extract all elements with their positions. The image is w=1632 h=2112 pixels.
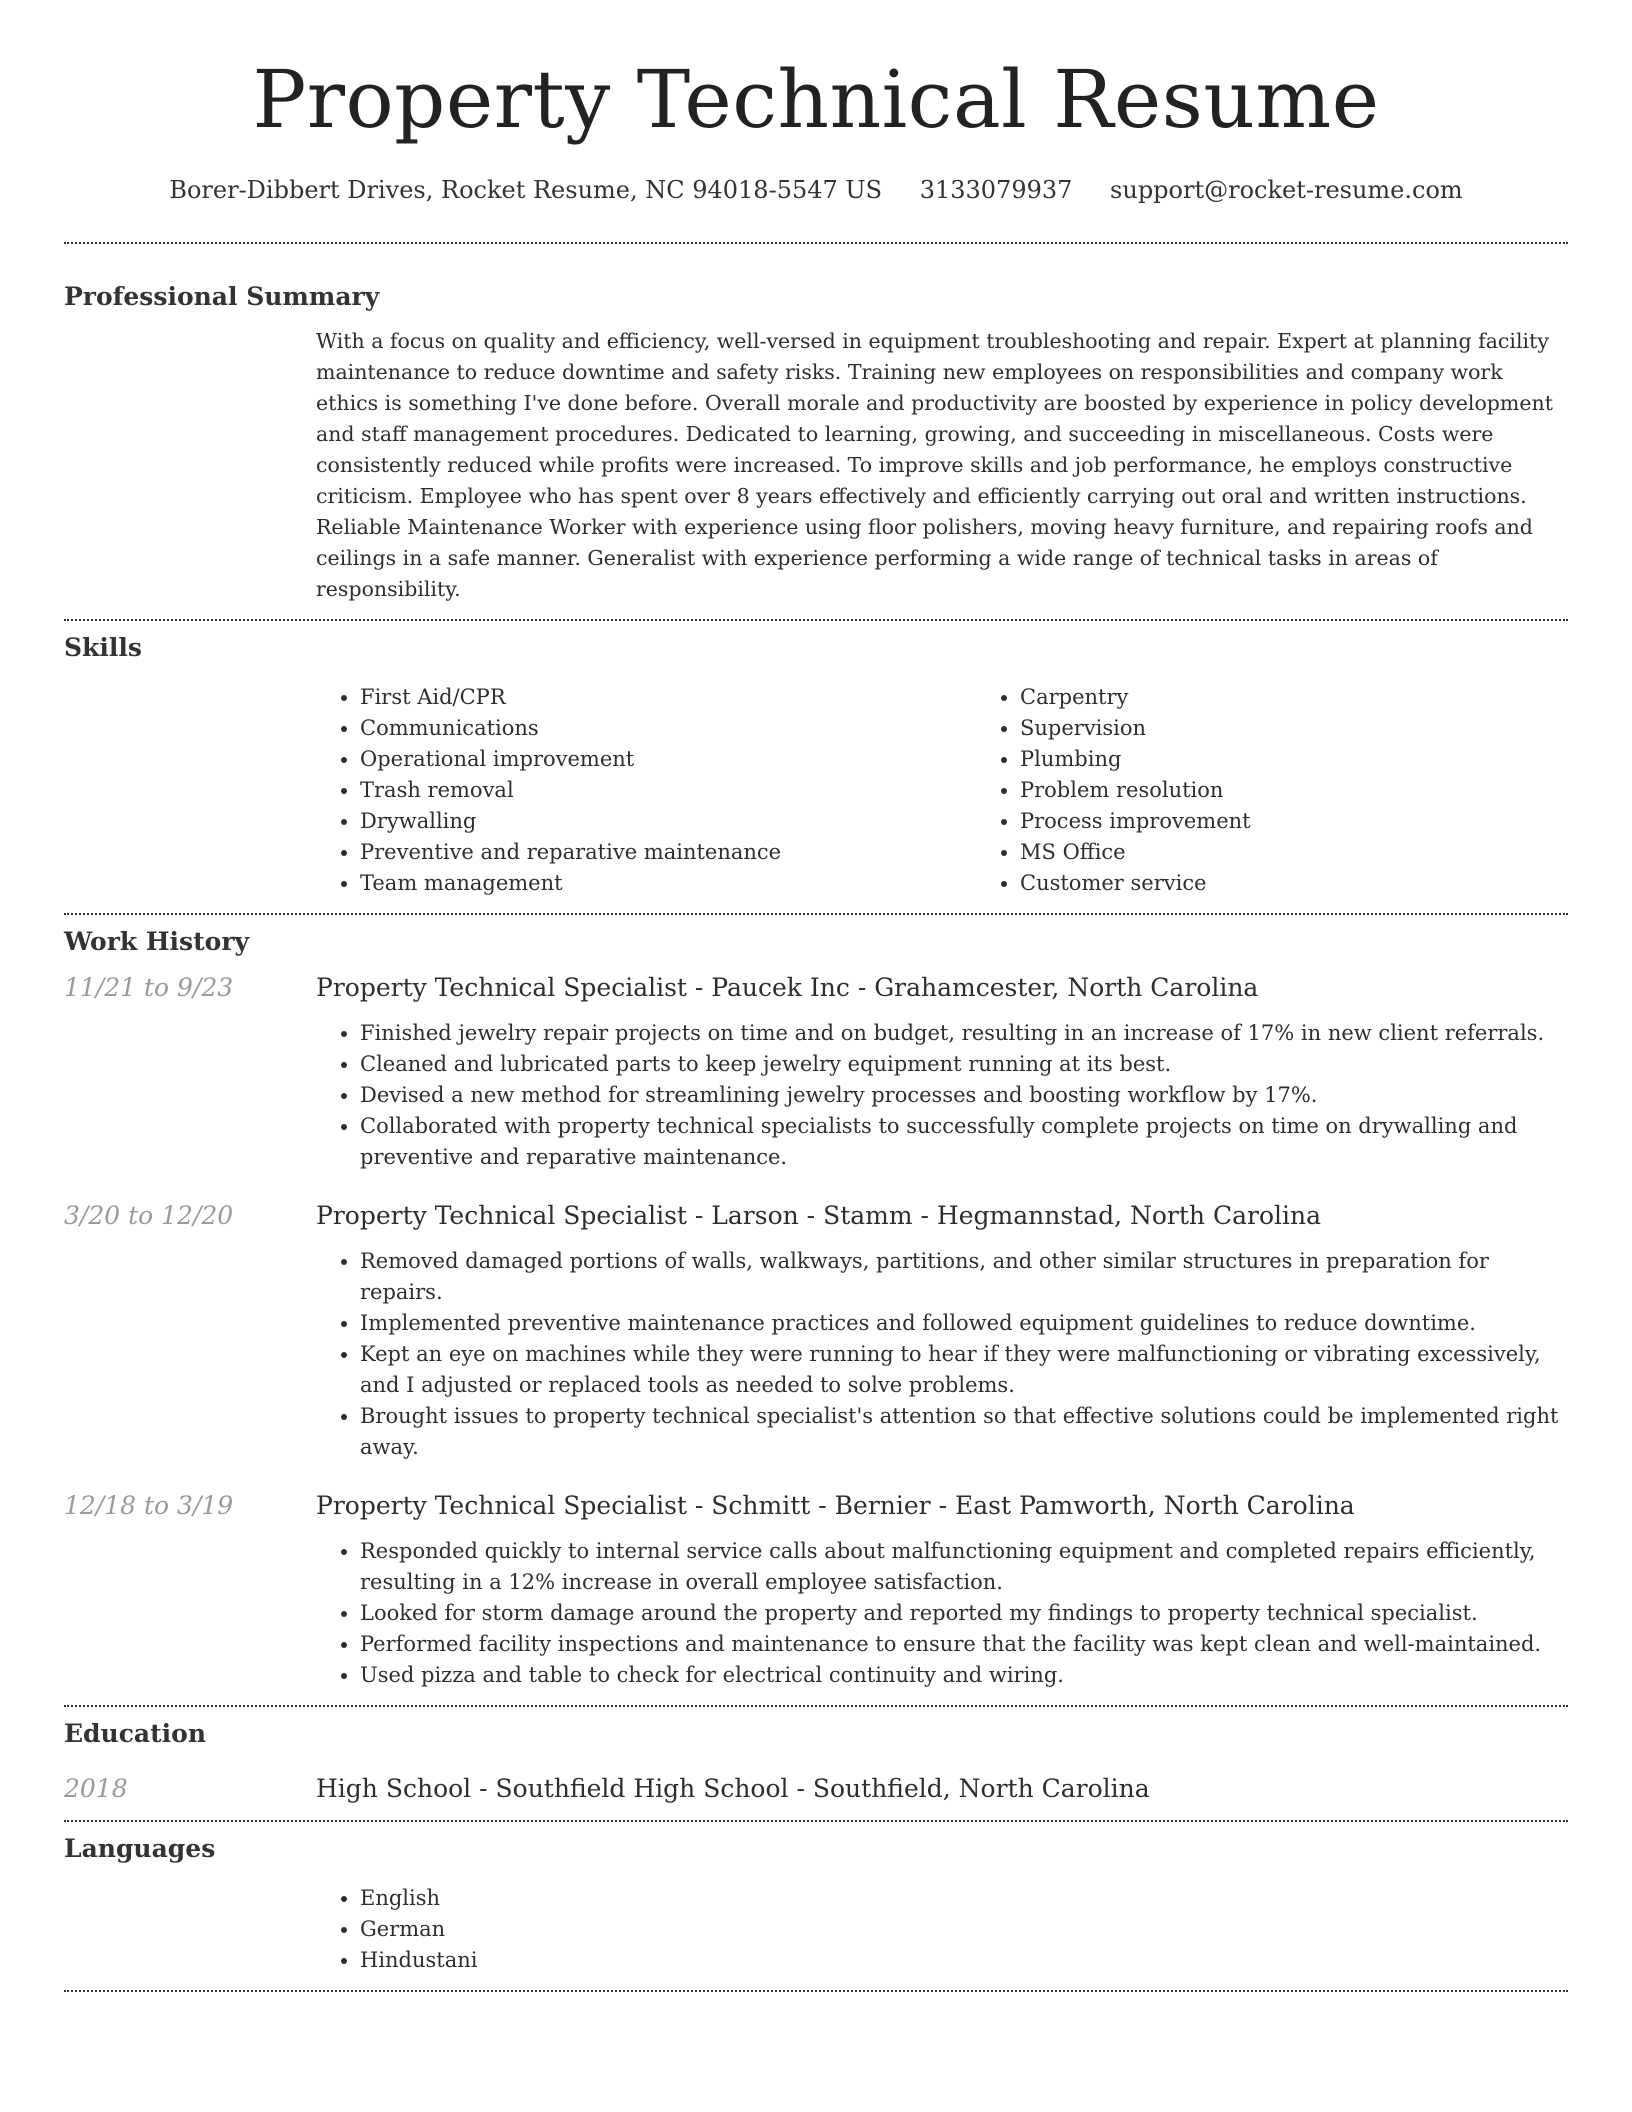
education-row	[64, 1772, 1568, 1806]
section-education	[64, 1707, 1568, 1820]
job-header	[64, 971, 1568, 1005]
education-year: 2018	[64, 1774, 128, 1803]
contact-line	[64, 174, 1568, 206]
skill-item: • Supervision	[1020, 713, 1632, 744]
job-bullet: • Implemented preventive maintenance practices and followed equipment guidelines to reduce downtime.	[360, 1308, 1568, 1339]
section-heading-work: Work History	[64, 927, 250, 956]
job-body	[64, 1018, 1568, 1173]
job-dates: 11/21 to 9/23	[64, 973, 234, 1002]
job-dates: 3/20 to 12/20	[64, 1201, 234, 1230]
job-left-spacer	[64, 1536, 316, 1691]
skill-item: • First Aid/CPR	[360, 682, 976, 713]
job-bullets-wrap	[316, 1018, 1568, 1173]
skill-item: • MS Office	[1020, 837, 1632, 868]
job-bullet: • Cleaned and lubricated parts to keep jewelry equipment running at its best.	[360, 1049, 1568, 1080]
contact-email: support@rocket-resume.com	[1110, 176, 1463, 204]
job-bullet: • Kept an eye on machines while they were running to hear if they were malfunctioning or vibrating excessively, and I adjusted or replaced tools as needed to solve problems.	[360, 1339, 1568, 1401]
summary-row	[64, 326, 1568, 605]
skills-left-spacer	[64, 682, 316, 899]
job-bullet: • Used pizza and table to check for electrical continuity and wiring.	[360, 1660, 1568, 1691]
job-entry	[64, 1489, 1568, 1691]
job-bullet: • Collaborated with property technical specialists to successfully complete projects on time on drywalling and preventive and reparative maintenance.	[360, 1111, 1568, 1173]
skill-item: • Trash removal	[360, 775, 976, 806]
job-title: Property Technical Specialist - Paucek Inc - Grahamcester, North Carolina	[316, 973, 1259, 1002]
job-bullet: • Responded quickly to internal service calls about malfunctioning equipment and completed repairs efficiently, resulting in a 12% increase in overall employee satisfaction.	[360, 1536, 1568, 1598]
section-skills	[64, 621, 1568, 913]
skills-list-right	[976, 682, 1632, 899]
job-title: Property Technical Specialist - Larson - Stamm - Hegmannstad, North Carolina	[316, 1201, 1322, 1230]
summary-body	[316, 326, 1568, 605]
job-bullets	[316, 1246, 1568, 1463]
skills-list-left	[316, 682, 976, 899]
skill-item: • Operational improvement	[360, 744, 976, 775]
skill-item: • Problem resolution	[1020, 775, 1632, 806]
job-bullet: • Devised a new method for streamlining jewelry processes and boosting workflow by 17%.	[360, 1080, 1568, 1111]
skill-item: • Team management	[360, 868, 976, 899]
skill-item: • Drywalling	[360, 806, 976, 837]
skill-item: • Carpentry	[1020, 682, 1632, 713]
job-bullet: • Removed damaged portions of walls, walkways, partitions, and other similar structures in preparation for repairs.	[360, 1246, 1568, 1308]
section-work-history	[64, 915, 1568, 1705]
job-entry	[64, 971, 1568, 1173]
section-heading-summary: Professional Summary	[64, 282, 380, 311]
skill-item: • Customer service	[1020, 868, 1632, 899]
job-bullets-wrap	[316, 1536, 1568, 1691]
job-dates: 12/18 to 3/19	[64, 1491, 234, 1520]
language-item: • Hindustani	[360, 1945, 1568, 1976]
job-bullet: • Finished jewelry repair projects on time and on budget, resulting in an increase of 17% in new client referrals.	[360, 1018, 1568, 1049]
skills-grid	[316, 682, 1632, 899]
education-title: High School - Southfield High School - Southfield, North Carolina	[316, 1774, 1150, 1803]
skills-row	[64, 682, 1568, 899]
language-item: • German	[360, 1914, 1568, 1945]
divider	[64, 1990, 1568, 1992]
job-bullets-wrap	[316, 1246, 1568, 1463]
section-professional-summary	[64, 244, 1568, 619]
job-bullet: • Performed facility inspections and maintenance to ensure that the facility was kept clean and well-maintained.	[360, 1629, 1568, 1660]
page-title: Property Technical Resume	[252, 53, 1380, 146]
job-left-spacer	[64, 1246, 316, 1463]
languages-body	[316, 1883, 1568, 1976]
section-heading-languages: Languages	[64, 1834, 216, 1863]
section-languages	[64, 1822, 1568, 1990]
job-body	[64, 1536, 1568, 1691]
skill-item: • Preventive and reparative maintenance	[360, 837, 976, 868]
skill-item: • Process improvement	[1020, 806, 1632, 837]
job-bullet: • Looked for storm damage around the property and reported my findings to property technical specialist.	[360, 1598, 1568, 1629]
summary-left-spacer	[64, 326, 316, 605]
job-left-spacer	[64, 1018, 316, 1173]
job-bullets	[316, 1536, 1568, 1691]
job-title: Property Technical Specialist - Schmitt - Bernier - East Pamworth, North Carolina	[316, 1491, 1355, 1520]
contact-phone: 3133079937	[919, 176, 1073, 204]
job-header	[64, 1489, 1568, 1523]
section-heading-skills: Skills	[64, 633, 142, 662]
section-heading-education: Education	[64, 1719, 207, 1748]
job-bullet: • Brought issues to property technical specialist's attention so that effective solutions could be implemented right away.	[360, 1401, 1568, 1463]
contact-address: Borer-Dibbert Drives, Rocket Resume, NC 94018-5547 US	[169, 176, 883, 204]
skill-item: • Plumbing	[1020, 744, 1632, 775]
job-bullets	[316, 1018, 1568, 1173]
language-item: • English	[360, 1883, 1568, 1914]
languages-left-spacer	[64, 1883, 316, 1976]
job-entry	[64, 1199, 1568, 1463]
languages-list	[316, 1883, 1568, 1976]
skill-item: • Communications	[360, 713, 976, 744]
job-header	[64, 1199, 1568, 1233]
languages-row	[64, 1883, 1568, 1976]
job-body	[64, 1246, 1568, 1463]
summary-text: With a focus on quality and efficiency, well-versed in equipment troubleshooting and repair. Expert at planning facility maintenance to reduce downtime and safety risks. Training new employees on responsibilities and company work ethics is something I've done before. Overall morale and productivity are boosted by experience in policy development and staff management procedures. Dedicated to learning, growing, and succeeding in miscellaneous. Costs were consistently reduced while profits were increased. To improve skills and job performance, he employs constructive criticism. Employee who has spent over 8 years effectively and efficiently carrying out oral and written instructions. Reliable Maintenance Worker with experience using floor polishers, moving heavy furniture, and repairing roofs and ceilings in a safe manner. Generalist with experience performing a wide range of technical tasks in areas of responsibility.	[316, 329, 1553, 601]
